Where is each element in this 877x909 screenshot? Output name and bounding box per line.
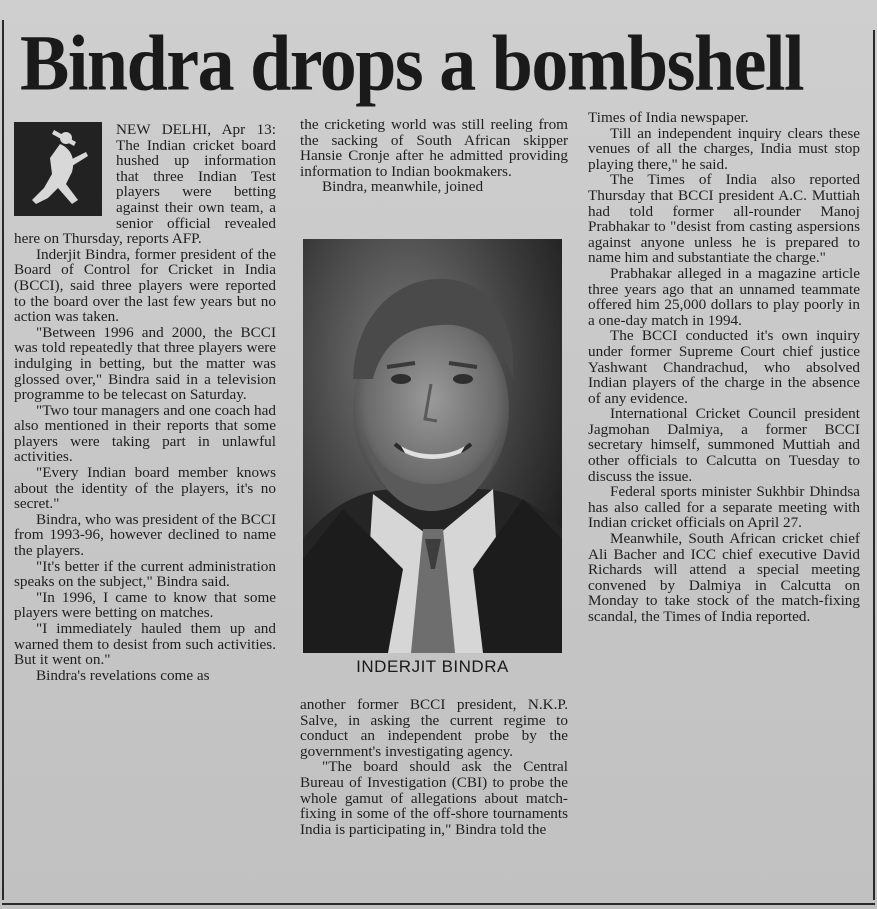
paragraph: "I immediately hauled them up and warned them to desist from such activities. But it went on." <box>14 620 276 669</box>
paragraph: "It's better if the current administration speaks on the subject," Bindra said. <box>14 557 276 591</box>
paragraph: "The board should ask the Central Bureau of Investigation (CBI) to probe the whole gamut of allegations about match-fixing in some of the off-shore tournaments India is participating in," Bindra told the <box>300 758 568 838</box>
paragraph: Inderjit Bindra, former president of the Board of Control for Cricket in India (BCCI), said three players were reported to the board over the last few years but no action was taken. <box>14 245 276 326</box>
headline: Bindra drops a bombshell <box>20 19 804 108</box>
article-column-2-bottom <box>300 697 568 837</box>
paragraph: Bindra, meanwhile, joined <box>322 178 484 196</box>
bottom-border-rule <box>2 903 875 905</box>
paragraph: "Two tour managers and one coach had also mentioned in their reports that some players were taking part in unlawful activities. <box>14 401 276 466</box>
paragraph: Meanwhile, South African cricket chief Ali Bacher and ICC chief executive David Richards will attend a special meeting convened by Dalmiya in Calcutta on Monday to take stock of the match-fixing scandal, the Times of India reported. <box>588 530 860 625</box>
cricket-player-icon <box>14 122 102 216</box>
paragraph: the cricketing world was still reeling from the sacking of South African skipper Hansie Cronje after he admitted providing information to Indian bookmakers. <box>300 116 568 180</box>
right-border-rule <box>873 30 875 900</box>
paragraph: The Times of India also reported Thursday that BCCI president A.C. Muttiah had told former all-rounder Manoj Prabhakar to "desist from casting aspersions against anyone unless he is prepared to name him and substantiate the charge." <box>588 171 860 267</box>
paragraph: "Between 1996 and 2000, the BCCI was told repeatedly that three players were indulging in betting, but the matter was glossed over," Bindra said in a television programme to be telecast on Saturday. <box>14 323 276 404</box>
paragraph: NEW DELHI, Apr 13: The Indian cricket board hushed up information that three Indian Test players were betting against their own team, a senior official revealed here on Thursday, reports AFP. <box>14 121 276 248</box>
paragraph: Bindra's revelations come as <box>36 666 210 684</box>
paragraph: Times of India newspaper. <box>588 109 749 126</box>
photo-caption: INDERJIT BINDRA <box>356 657 509 676</box>
portrait-photo <box>303 239 562 653</box>
paragraph: Prabhakar alleged in a magazine article three years ago that an unnamed teammate offered him 25,000 dollars to play poorly in a one-day match in 1994. <box>588 264 860 329</box>
paragraph: International Cricket Council president Jagmohan Dalmiya, a former BCCI secretary himself, summoned Muttiah and other officials to Calcutta on Tuesday to discuss the issue. <box>588 405 860 485</box>
paragraph: another former BCCI president, N.K.P. Salve, in asking the current regime to conduct an independent probe by the government's investigating agency. <box>300 696 568 760</box>
article-column-3 <box>588 110 860 625</box>
paragraph: "Every Indian board member knows about the identity of the players, it's no secret." <box>14 464 276 513</box>
paragraph: The BCCI conducted it's own inquiry under former Supreme Court chief justice Yashwant Chandrachud, who absolved Indian players of the charge in the absence of any evidence. <box>588 327 860 407</box>
left-border-rule <box>2 20 4 900</box>
article-column-2-top <box>300 117 568 195</box>
article-column-1 <box>14 122 276 683</box>
paragraph: "In 1996, I came to know that some players were betting on matches. <box>14 588 276 622</box>
paragraph: Till an independent inquiry clears these venues of all the charges, India must stop playing there," he said. <box>588 124 860 173</box>
paragraph: Federal sports minister Sukhbir Dhindsa has also called for a separate meeting with Indian cricket officials on April 27. <box>588 483 860 532</box>
paragraph: Bindra, who was president of the BCCI from 1993-96, however declined to name the players. <box>14 510 277 560</box>
